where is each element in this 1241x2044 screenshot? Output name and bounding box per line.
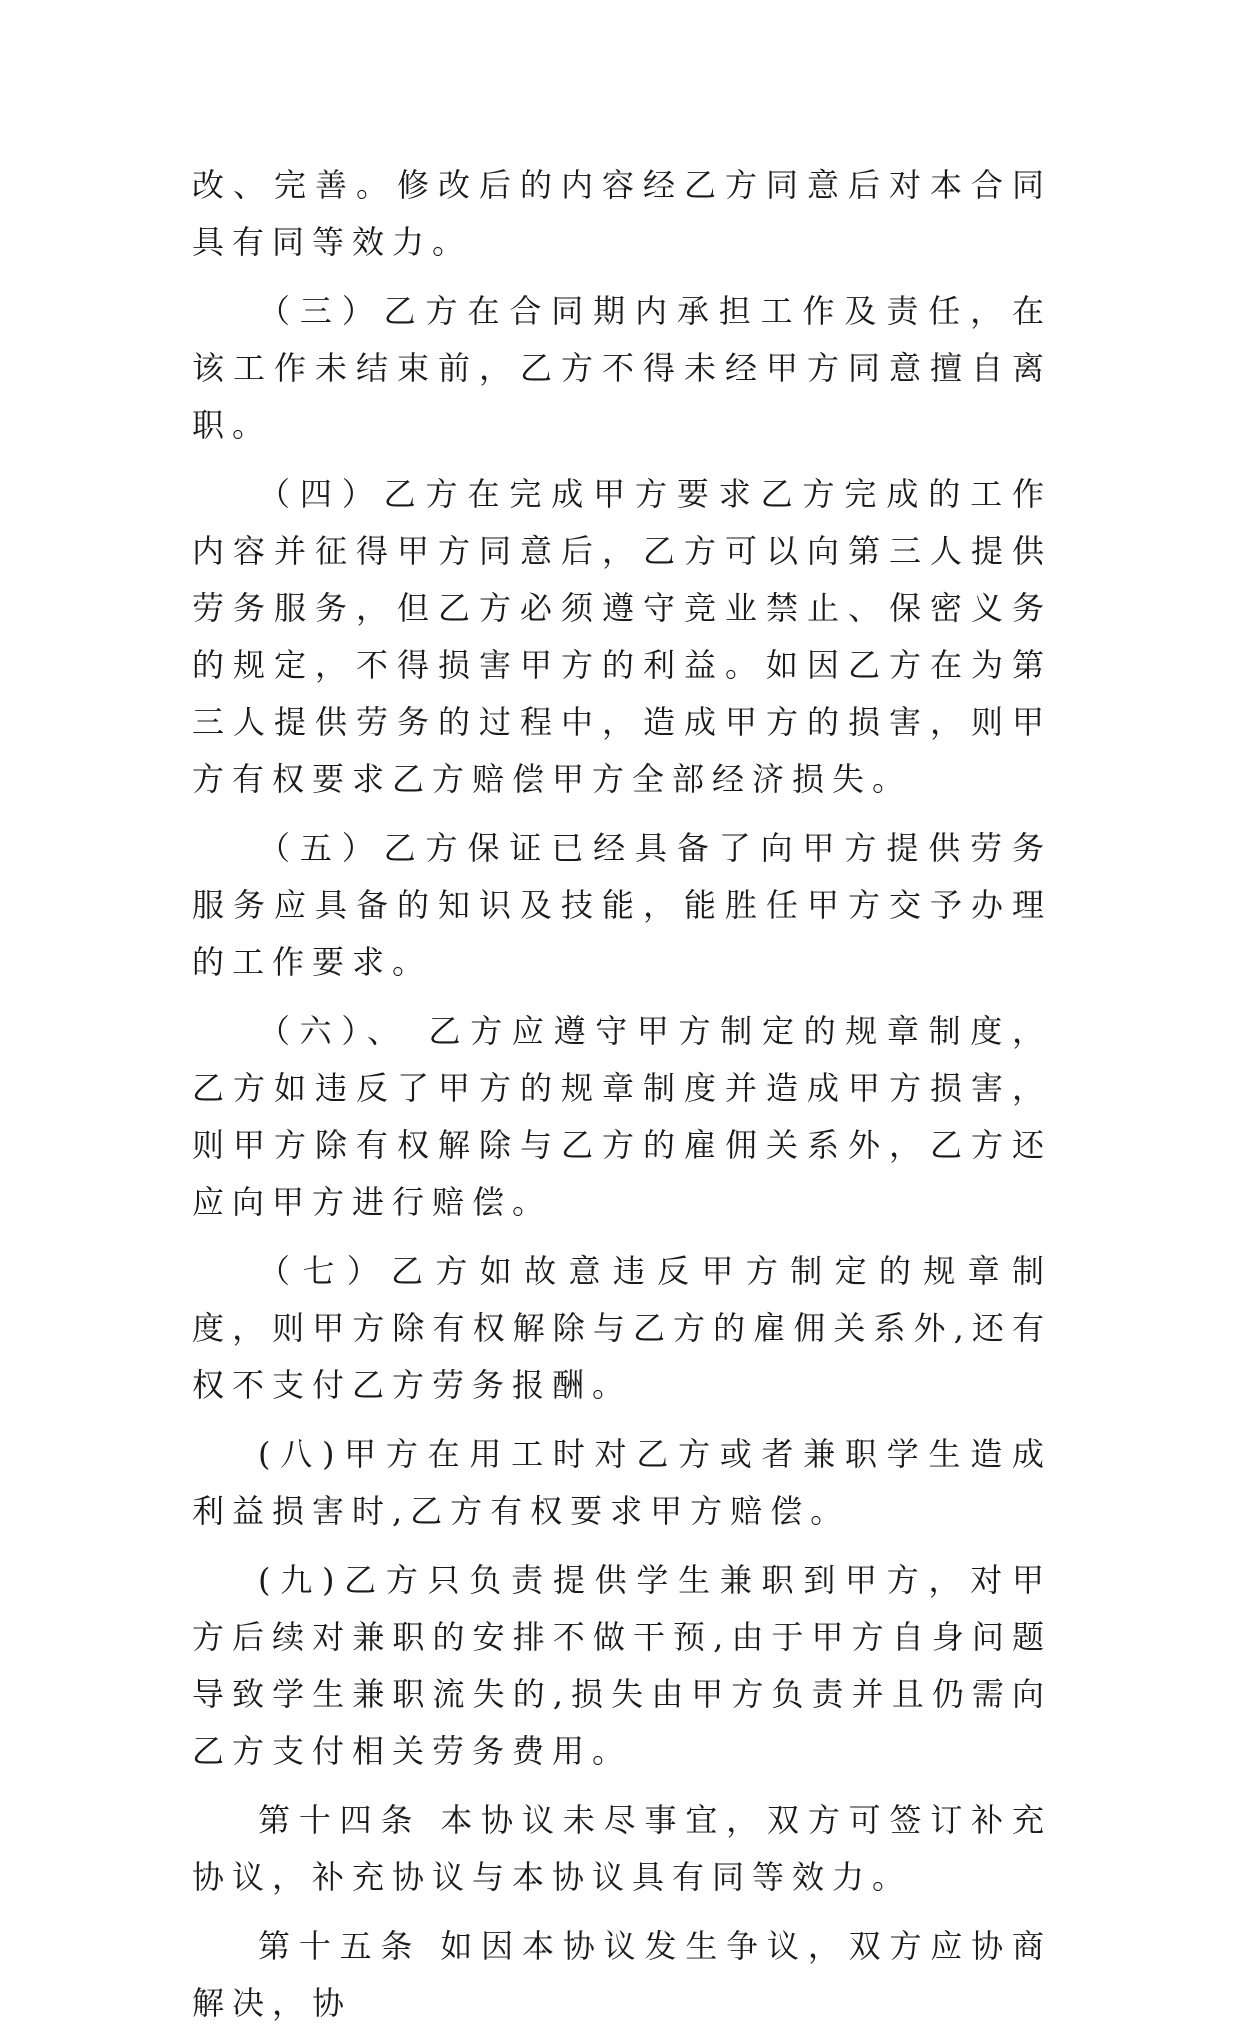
paragraph-continuation: 改、完善。修改后的内容经乙方同意后对本合同具有同等效力。 [192,166,1052,261]
clause-3: （三）乙方在合同期内承担工作及责任，在该工作未结束前，乙方不得未经甲方同意擅自离职。 [192,292,1052,444]
clause-6: （六）、 乙方应遵守甲方制定的规章制度，乙方如违反了甲方的规章制度并造成甲方损害，则甲方除有权解除与乙方的雇佣关系外，乙方还应向甲方进行赔偿。 [192,1012,1052,1221]
contract-body [192,157,1052,2044]
clause-5: （五）乙方保证已经具备了向甲方提供劳务服务应具备的知识及技能，能胜任甲方交予办理的工作要求。 [192,829,1052,981]
clause-4: （四）乙方在完成甲方要求乙方完成的工作内容并征得甲方同意后，乙方可以向第三人提供劳务服务，但乙方必须遵守竞业禁止、保密义务的规定，不得损害甲方的利益。如因乙方在为第三人提供劳务的过程中，造成甲方的损害，则甲方有权要求乙方赔偿甲方全部经济损失。 [192,475,1052,798]
article-14: 第十四条 本协议未尽事宜，双方可签订补充协议，补充协议与本协议具有同等效力。 [192,1801,1052,1896]
article-15: 第十五条 如因本协议发生争议，双方应协商解决，协 [192,1927,1052,2022]
clause-7: （七）乙方如故意违反甲方制定的规章制度，则甲方除有权解除与乙方的雇佣关系外,还有权不支付乙方劳务报酬。 [192,1252,1052,1404]
clause-9: (九)乙方只负责提供学生兼职到甲方，对甲方后续对兼职的安排不做干预,由于甲方自身问题导致学生兼职流失的,损失由甲方负责并且仍需向乙方支付相关劳务费用。 [192,1561,1052,1770]
clause-8: (八)甲方在用工时对乙方或者兼职学生造成利益损害时,乙方有权要求甲方赔偿。 [192,1435,1052,1530]
